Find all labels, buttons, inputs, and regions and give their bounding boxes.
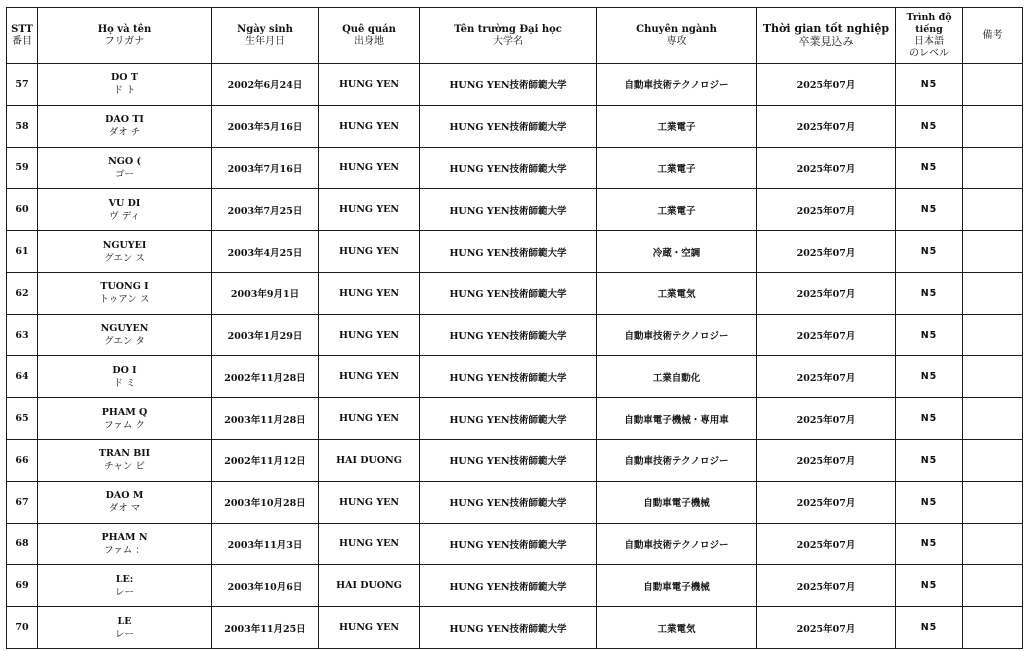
cell-name (38, 607, 212, 649)
cell-hometown: HUNG YEN (319, 314, 420, 356)
student-furigana: グエン タ (104, 336, 145, 348)
cell-school: HUNG YEN技術師範大学 (420, 523, 597, 565)
cell-level: N5 (896, 523, 963, 565)
cell-major: 工業電気 (597, 272, 757, 314)
cell-stt: 60 (7, 189, 38, 231)
table-row (7, 189, 1023, 231)
cell-note (963, 607, 1023, 649)
cell-level: N5 (896, 314, 963, 356)
student-name: TRAN BII (98, 448, 151, 460)
header-grad: Thời gian tốt nghiệp 卒業見込み (757, 8, 896, 64)
cell-school: HUNG YEN技術師範大学 (420, 189, 597, 231)
cell-note (963, 189, 1023, 231)
cell-school: HUNG YEN技術師範大学 (420, 398, 597, 440)
cell-note (963, 523, 1023, 565)
cell-grad: 2025年07月 (757, 481, 896, 523)
cell-birth: 2003年11月3日 (212, 523, 319, 565)
student-furigana: ダオ マ (108, 503, 141, 515)
cell-stt: 65 (7, 398, 38, 440)
cell-level: N5 (896, 147, 963, 189)
cell-birth: 2003年10月6日 (212, 565, 319, 607)
cell-hometown: HUNG YEN (319, 147, 420, 189)
table-row (7, 64, 1023, 106)
table-body (7, 64, 1023, 649)
cell-school: HUNG YEN技術師範大学 (420, 105, 597, 147)
cell-level: N5 (896, 64, 963, 106)
cell-hometown: HUNG YEN (319, 189, 420, 231)
cell-name (38, 398, 212, 440)
cell-hometown: HUNG YEN (319, 105, 420, 147)
student-name: NGUYEN (100, 323, 149, 335)
cell-note (963, 231, 1023, 273)
table-row (7, 565, 1023, 607)
student-name: DO I (112, 364, 137, 376)
cell-major: 自動車技術テクノロジー (597, 523, 757, 565)
cell-level: N5 (896, 565, 963, 607)
cell-grad: 2025年07月 (757, 565, 896, 607)
table-row (7, 398, 1023, 440)
cell-note (963, 398, 1023, 440)
cell-name (38, 481, 212, 523)
student-furigana: ファム ク (104, 419, 145, 431)
student-name: LE: (115, 573, 134, 585)
cell-birth: 2003年11月28日 (212, 398, 319, 440)
cell-stt: 70 (7, 607, 38, 649)
cell-hometown: HUNG YEN (319, 231, 420, 273)
cell-birth: 2003年5月16日 (212, 105, 319, 147)
cell-birth: 2003年7月25日 (212, 189, 319, 231)
cell-major: 工業自動化 (597, 356, 757, 398)
cell-stt: 61 (7, 231, 38, 273)
table-row (7, 231, 1023, 273)
student-furigana: ファム ： (104, 544, 145, 556)
cell-level: N5 (896, 231, 963, 273)
header-jlpt: Trình độ tiếng 日本語 のレベル (896, 8, 963, 64)
cell-stt: 64 (7, 356, 38, 398)
cell-hometown: HUNG YEN (319, 481, 420, 523)
cell-grad: 2025年07月 (757, 398, 896, 440)
header-hometown: Quê quán 出身地 (319, 8, 420, 64)
student-roster-table (6, 7, 1023, 649)
cell-name (38, 356, 212, 398)
cell-hometown: HUNG YEN (319, 398, 420, 440)
cell-birth: 2003年1月29日 (212, 314, 319, 356)
cell-name (38, 272, 212, 314)
cell-school: HUNG YEN技術師範大学 (420, 481, 597, 523)
cell-stt: 57 (7, 64, 38, 106)
cell-level: N5 (896, 105, 963, 147)
student-name: DAO TI (105, 114, 144, 126)
cell-grad: 2025年07月 (757, 523, 896, 565)
cell-birth: 2002年6月24日 (212, 64, 319, 106)
student-furigana: ド ミ (113, 377, 136, 389)
student-name: PHAM N (101, 531, 148, 543)
cell-hometown: HUNG YEN (319, 64, 420, 106)
cell-level: N5 (896, 272, 963, 314)
cell-stt: 63 (7, 314, 38, 356)
student-furigana: チャン ビ (104, 461, 145, 473)
student-furigana: レー (114, 628, 134, 640)
cell-birth: 2002年11月28日 (212, 356, 319, 398)
cell-note (963, 440, 1023, 482)
cell-school: HUNG YEN技術師範大学 (420, 607, 597, 649)
student-name: DO T (111, 72, 138, 84)
student-furigana: ド ト (113, 85, 136, 97)
cell-school: HUNG YEN技術師範大学 (420, 272, 597, 314)
header-row (7, 8, 1023, 64)
student-name: TUONG I (100, 281, 149, 293)
cell-note (963, 272, 1023, 314)
table-row (7, 272, 1023, 314)
cell-major: 自動車技術テクノロジー (597, 440, 757, 482)
cell-school: HUNG YEN技術師範大学 (420, 314, 597, 356)
cell-grad: 2025年07月 (757, 272, 896, 314)
cell-hometown: HUNG YEN (319, 272, 420, 314)
cell-name (38, 105, 212, 147)
cell-birth: 2003年9月1日 (212, 272, 319, 314)
cell-grad: 2025年07月 (757, 314, 896, 356)
cell-stt: 58 (7, 105, 38, 147)
cell-level: N5 (896, 398, 963, 440)
cell-stt: 67 (7, 481, 38, 523)
student-name: LE (117, 615, 132, 627)
cell-major: 工業電子 (597, 189, 757, 231)
cell-name (38, 523, 212, 565)
cell-level: N5 (896, 607, 963, 649)
cell-grad: 2025年07月 (757, 147, 896, 189)
cell-major: 自動車電子機械 (597, 481, 757, 523)
cell-note (963, 356, 1023, 398)
student-furigana: ダオ チ (108, 127, 141, 139)
header-name: Họ và tên フリガナ (38, 8, 212, 64)
student-furigana: ヴ ディ (109, 210, 140, 222)
cell-school: HUNG YEN技術師範大学 (420, 231, 597, 273)
cell-stt: 69 (7, 565, 38, 607)
header-major: Chuyên ngành 専攻 (597, 8, 757, 64)
cell-grad: 2025年07月 (757, 356, 896, 398)
cell-hometown: HUNG YEN (319, 523, 420, 565)
student-name: VU DI (108, 197, 141, 209)
cell-birth: 2002年11月12日 (212, 440, 319, 482)
table-row (7, 523, 1023, 565)
cell-stt: 66 (7, 440, 38, 482)
cell-major: 自動車技術テクノロジー (597, 64, 757, 106)
cell-note (963, 64, 1023, 106)
cell-major: 自動車電子機械・専用車 (597, 398, 757, 440)
cell-hometown: HAI DUONG (319, 440, 420, 482)
cell-grad: 2025年07月 (757, 105, 896, 147)
table-row (7, 147, 1023, 189)
table-header (7, 8, 1023, 64)
cell-birth: 2003年11月25日 (212, 607, 319, 649)
cell-name (38, 231, 212, 273)
cell-major: 自動車電子機械 (597, 565, 757, 607)
cell-birth: 2003年4月25日 (212, 231, 319, 273)
cell-level: N5 (896, 440, 963, 482)
student-furigana: グエン ス (104, 252, 145, 264)
student-furigana: レー (114, 586, 134, 598)
cell-grad: 2025年07月 (757, 64, 896, 106)
cell-name (38, 64, 212, 106)
cell-grad: 2025年07月 (757, 189, 896, 231)
table-row (7, 440, 1023, 482)
cell-grad: 2025年07月 (757, 440, 896, 482)
cell-major: 工業電子 (597, 105, 757, 147)
cell-major: 工業電子 (597, 147, 757, 189)
cell-hometown: HUNG YEN (319, 607, 420, 649)
cell-note (963, 147, 1023, 189)
cell-school: HUNG YEN技術師範大学 (420, 440, 597, 482)
student-name: DAO M (105, 490, 144, 502)
cell-note (963, 481, 1023, 523)
cell-name (38, 440, 212, 482)
cell-name (38, 189, 212, 231)
cell-note (963, 565, 1023, 607)
student-furigana: ゴー (114, 168, 134, 180)
header-school: Tên trường Đại học 大学名 (420, 8, 597, 64)
table-row (7, 105, 1023, 147)
cell-note (963, 105, 1023, 147)
cell-major: 冷蔵・空調 (597, 231, 757, 273)
cell-hometown: HAI DUONG (319, 565, 420, 607)
table-row (7, 314, 1023, 356)
student-furigana: トゥアン ス (99, 294, 150, 306)
cell-name (38, 147, 212, 189)
cell-level: N5 (896, 481, 963, 523)
cell-name (38, 314, 212, 356)
student-name: PHAM Q (101, 406, 148, 418)
table-row (7, 481, 1023, 523)
cell-school: HUNG YEN技術師範大学 (420, 356, 597, 398)
cell-name (38, 565, 212, 607)
header-note: 備考 (963, 8, 1023, 64)
header-birth: Ngày sinh 生年月日 (212, 8, 319, 64)
cell-stt: 59 (7, 147, 38, 189)
cell-school: HUNG YEN技術師範大学 (420, 147, 597, 189)
student-name: NGUYEI (102, 239, 147, 251)
cell-level: N5 (896, 189, 963, 231)
cell-major: 自動車技術テクノロジー (597, 314, 757, 356)
table-row (7, 607, 1023, 649)
cell-school: HUNG YEN技術師範大学 (420, 565, 597, 607)
cell-note (963, 314, 1023, 356)
cell-birth: 2003年10月28日 (212, 481, 319, 523)
table-row (7, 356, 1023, 398)
header-stt: STT 番目 (7, 8, 38, 64)
cell-major: 工業電気 (597, 607, 757, 649)
cell-grad: 2025年07月 (757, 231, 896, 273)
cell-grad: 2025年07月 (757, 607, 896, 649)
cell-level: N5 (896, 356, 963, 398)
cell-stt: 68 (7, 523, 38, 565)
cell-school: HUNG YEN技術師範大学 (420, 64, 597, 106)
cell-stt: 62 (7, 272, 38, 314)
cell-hometown: HUNG YEN (319, 356, 420, 398)
cell-birth: 2003年7月16日 (212, 147, 319, 189)
student-name: NGO ( (108, 155, 141, 167)
